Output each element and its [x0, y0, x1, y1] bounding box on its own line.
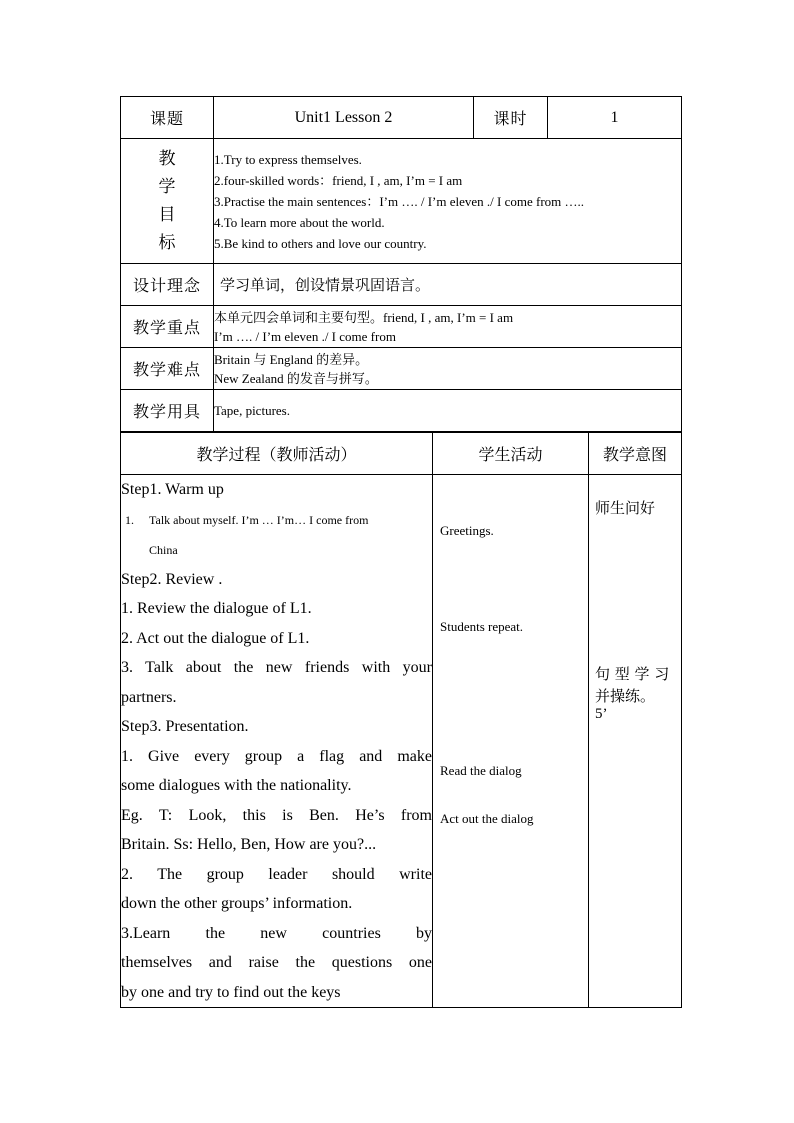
lesson-info-table [120, 96, 682, 432]
teaching-intent-header: 教学意图 [589, 433, 682, 475]
intent-greeting: 师生问好 [595, 499, 656, 517]
teacher-activity-content [121, 475, 433, 1008]
period-value: 1 [548, 97, 682, 139]
intent-pattern-line: 并操练。 [595, 687, 656, 705]
topic-label: 课题 [121, 97, 214, 139]
teaching-process-table [120, 432, 682, 1008]
objectives-label-char: 教 [158, 149, 176, 169]
step2-item: 1. Review the dialogue of L1. [121, 600, 312, 617]
step1-item-continued: China [149, 542, 178, 557]
step3-line: Britain. Ss: Hello, Ben, How are you?... [121, 836, 377, 853]
period-label: 课时 [474, 97, 548, 139]
difficulties-line: New Zealand 的发音与拼写。 [214, 370, 378, 386]
step2-item: partners. [121, 688, 177, 706]
difficulties-text [214, 348, 682, 390]
step1-item [121, 505, 432, 535]
step2-item: 3. Talk about the new friends with your [121, 659, 432, 676]
step3-line: some dialogues with the nationality. [121, 777, 352, 794]
student-activity-header: 学生活动 [433, 433, 589, 475]
difficulties-line: Britain 与 England 的差异。 [214, 351, 369, 367]
step3-line: 1. Give every group a flag and make [121, 747, 432, 765]
difficulties-label: 教学难点 [121, 348, 214, 390]
teaching-intent-content [589, 475, 682, 1008]
objective-item: 5.Be kind to others and love our country. [214, 235, 427, 251]
step3-line: by one and try to find out the keys [121, 983, 341, 1001]
objective-item: 3.Practise the main sentences：I’m …. / I’m eleven ./ I come from ….. [214, 193, 585, 209]
key-points-line: 本单元四会单词和主要句型。friend, I , am, I’m = I am [214, 309, 514, 325]
step3-line: down the other groups’ information. [121, 895, 353, 912]
tools-label: 教学用具 [121, 390, 214, 432]
step3-line: Eg. T: Look, this is Ben. He’s from [121, 806, 432, 824]
design-concept-text: 学习单词，创设情景巩固语言。 [214, 264, 682, 306]
student-activity-item: Greetings. [440, 523, 494, 538]
objectives-label [121, 139, 214, 264]
key-points-label: 教学重点 [121, 306, 214, 348]
step1-item-number: 1. [125, 512, 134, 527]
student-activity-item: Students repeat. [440, 619, 524, 634]
objectives-label-char: 目 [158, 205, 176, 225]
step2-item: 2. Act out the dialogue of L1. [121, 629, 310, 647]
intent-minutes: 5’ [595, 706, 608, 722]
student-activity-item: Act out the dialog [440, 811, 534, 826]
design-concept-label: 设计理念 [121, 264, 214, 306]
objectives-label-char: 学 [158, 177, 176, 197]
key-points-line: I’m …. / I’m eleven ./ I come from [214, 328, 396, 344]
step3-line: 3.Learn the new countries by [121, 924, 432, 942]
step3-line: 2. The group leader should write [121, 865, 432, 883]
intent-pattern-line: 句 型 学 习 [595, 665, 670, 683]
objective-item: 2.four-skilled words：friend, I , am, I’m = I am [214, 172, 463, 188]
step3-line: themselves and raise the questions one [121, 954, 432, 971]
step1-heading: Step1. Warm up [121, 481, 224, 498]
key-points-text [214, 306, 682, 348]
objective-item: 4.To learn more about the world. [214, 214, 385, 230]
objectives-list [214, 139, 682, 264]
tools-text: Tape, pictures. [214, 390, 682, 432]
step3-heading: Step3. Presentation. [121, 718, 249, 735]
student-activity-content [433, 475, 589, 1008]
topic-value: Unit1 Lesson 2 [214, 97, 474, 139]
objectives-label-char: 标 [158, 233, 176, 253]
teacher-activity-header: 教学过程（教师活动） [121, 433, 433, 475]
objective-item: 1.Try to express themselves. [214, 151, 362, 167]
step2-heading: Step2. Review . [121, 570, 223, 588]
step1-item-text: Talk about myself. I’m … I’m… I come from [149, 512, 369, 527]
student-activity-item: Read the dialog [440, 763, 522, 778]
